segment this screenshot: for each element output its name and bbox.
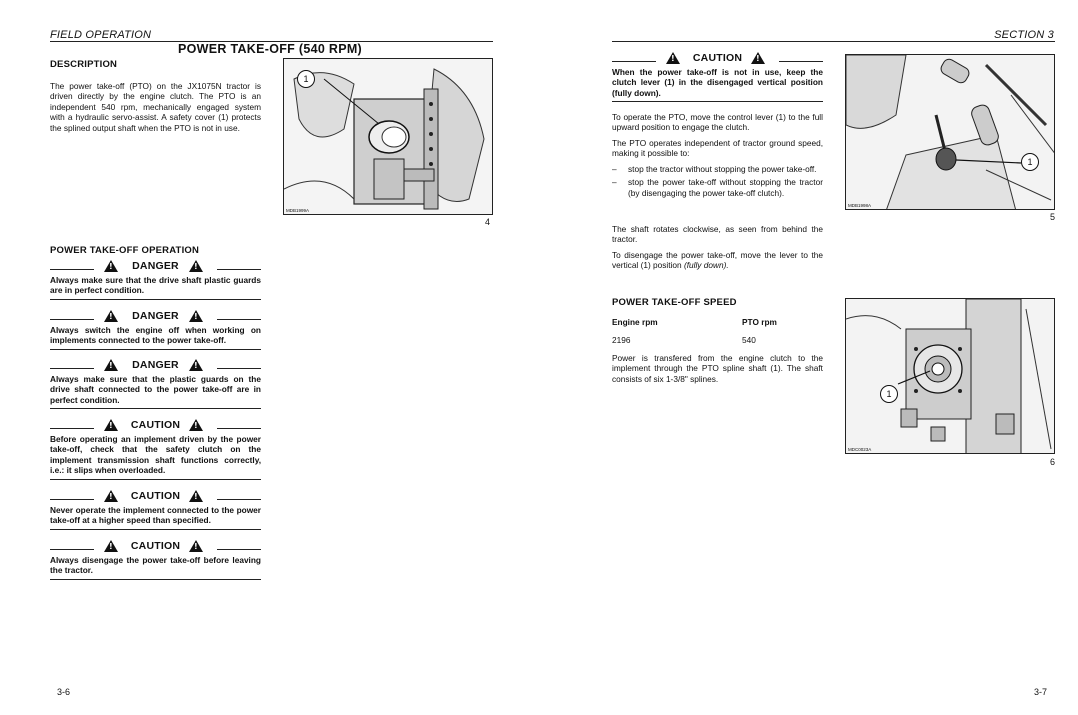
disengage-italic: (fully down). — [683, 260, 729, 271]
warning-label: DANGER — [132, 260, 179, 272]
warning-triangle-icon — [189, 490, 203, 502]
figure5-number: 5 — [1050, 212, 1056, 222]
warning-header — [50, 540, 261, 553]
pto-cover-illustration — [284, 59, 493, 215]
figure4-callout: 1 — [297, 70, 315, 88]
list-dash: – — [612, 164, 617, 174]
list-item — [612, 164, 823, 174]
warning-danger-1 — [50, 260, 261, 300]
warning-header — [50, 359, 261, 372]
warning-triangle-icon — [189, 260, 203, 272]
warning-header — [50, 490, 261, 503]
rotation-paragraph: The shaft rotates clockwise, as seen from behind the tractor. — [612, 224, 823, 245]
disengage-paragraph — [612, 250, 823, 271]
figure6-code: MDC0023A — [848, 447, 872, 452]
speed-paragraph: Power is transfered from the engine clutch to the implement through the PTO spline shaft (1). The shaft consists of six 1-3/8" splines. — [612, 353, 823, 384]
warning-danger-2 — [50, 310, 261, 350]
warning-label: CAUTION — [692, 52, 743, 64]
warning-text: Always make sure that the plastic guards on the drive shaft connected to the power take-off are in perfect condition. — [50, 374, 261, 409]
warning-rule — [217, 499, 261, 500]
figure-control-lever — [845, 54, 1055, 210]
figure4-code: MDB1999A — [286, 208, 310, 213]
figure5-callout: 1 — [1021, 153, 1039, 171]
warning-label: DANGER — [132, 359, 179, 371]
right-page-number: 3-7 — [1034, 687, 1048, 697]
warning-text: Always disengage the power take-off before leaving the tractor. — [50, 555, 261, 580]
warning-text: When the power take-off is not in use, keep the clutch lever (1) in the disengaged vertical position (fully down). — [612, 67, 823, 102]
warning-rule — [217, 428, 261, 429]
speed-heading: POWER TAKE-OFF SPEED — [612, 297, 737, 308]
warning-rule — [217, 368, 261, 369]
right-header-rule — [612, 41, 1055, 42]
operation-heading: POWER TAKE-OFF OPERATION — [50, 245, 200, 256]
warning-caution-2 — [50, 490, 261, 530]
figure4-number: 4 — [485, 217, 491, 227]
engine-rpm-value: 2196 — [612, 335, 631, 345]
warning-rule — [779, 61, 823, 62]
warning-text: Always make sure that the drive shaft plastic guards are in perfect condition. — [50, 275, 261, 300]
list-item — [612, 177, 823, 198]
warning-triangle-icon — [189, 359, 203, 371]
description-text: The power take-off (PTO) on the JX1075N tractor is driven directly by the engine clutch. The PTO is an independent 540 rpm, mechanically engaged system with a hydraulic servo-assist. A safety cover (1) protects the splined output shaft when the PTO is not in use. — [50, 81, 261, 133]
figure6-number: 6 — [1050, 457, 1056, 467]
page-title: POWER TAKE-OFF (540 RPM) — [177, 42, 363, 56]
disengage-text: To disengage the power take-off, move the lever to the vertical (1) position — [612, 250, 823, 271]
description-heading: DESCRIPTION — [50, 59, 118, 70]
figure6-callout: 1 — [880, 385, 898, 403]
warning-triangle-icon — [751, 52, 765, 64]
pto-rpm-header: PTO rpm — [742, 317, 777, 327]
list-item-text: stop the power take-off without stopping the tractor (by disengaging the power take-off clutch). — [628, 177, 823, 198]
warning-text: Never operate the implement connected to the power take-off at a higher speed than specified. — [50, 505, 261, 530]
capability-list — [612, 164, 823, 198]
warning-caution-1 — [50, 419, 261, 480]
pto-shaft-illustration — [846, 299, 1055, 454]
figure5-code: MDB1998A — [848, 203, 872, 208]
warning-text: Before operating an implement driven by the power take-off, check that the safety clutch on the implement transmission shaft functions correctly, i.e.: it slips when overloaded. — [50, 434, 261, 480]
right-running-header: SECTION 3 — [994, 29, 1054, 41]
warning-header — [612, 52, 823, 65]
warning-rule — [217, 549, 261, 550]
warning-caution-main — [612, 52, 823, 102]
warning-label: DANGER — [132, 310, 179, 322]
pto-rpm-value: 540 — [742, 335, 756, 345]
operate-paragraph: To operate the PTO, move the control lever (1) to the full upward position to engage the clutch. — [612, 112, 823, 133]
warning-header — [50, 310, 261, 323]
warning-triangle-icon — [189, 419, 203, 431]
warning-label: CAUTION — [130, 540, 181, 552]
warning-label: CAUTION — [130, 490, 181, 502]
warning-triangle-icon — [189, 540, 203, 552]
warning-rule — [217, 269, 261, 270]
list-item-text: stop the tractor without stopping the power take-off. — [628, 164, 817, 174]
figure-pto-shaft — [845, 298, 1055, 454]
left-page-number: 3-6 — [57, 687, 71, 697]
warning-danger-3 — [50, 359, 261, 409]
figure-pto-cover — [283, 58, 493, 215]
warning-header — [50, 419, 261, 432]
warning-text: Always switch the engine off when working on implements connected to the power take-off. — [50, 325, 261, 350]
engine-rpm-header: Engine rpm — [612, 317, 658, 327]
warning-header — [50, 260, 261, 273]
warning-label: CAUTION — [130, 419, 181, 431]
warning-rule — [217, 319, 261, 320]
control-lever-illustration — [846, 55, 1055, 210]
warning-triangle-icon — [189, 310, 203, 322]
independence-paragraph: The PTO operates independent of tractor ground speed, making it possible to: — [612, 138, 823, 159]
left-running-header: FIELD OPERATION — [50, 29, 152, 41]
warning-caution-3 — [50, 540, 261, 580]
list-dash: – — [612, 177, 617, 188]
